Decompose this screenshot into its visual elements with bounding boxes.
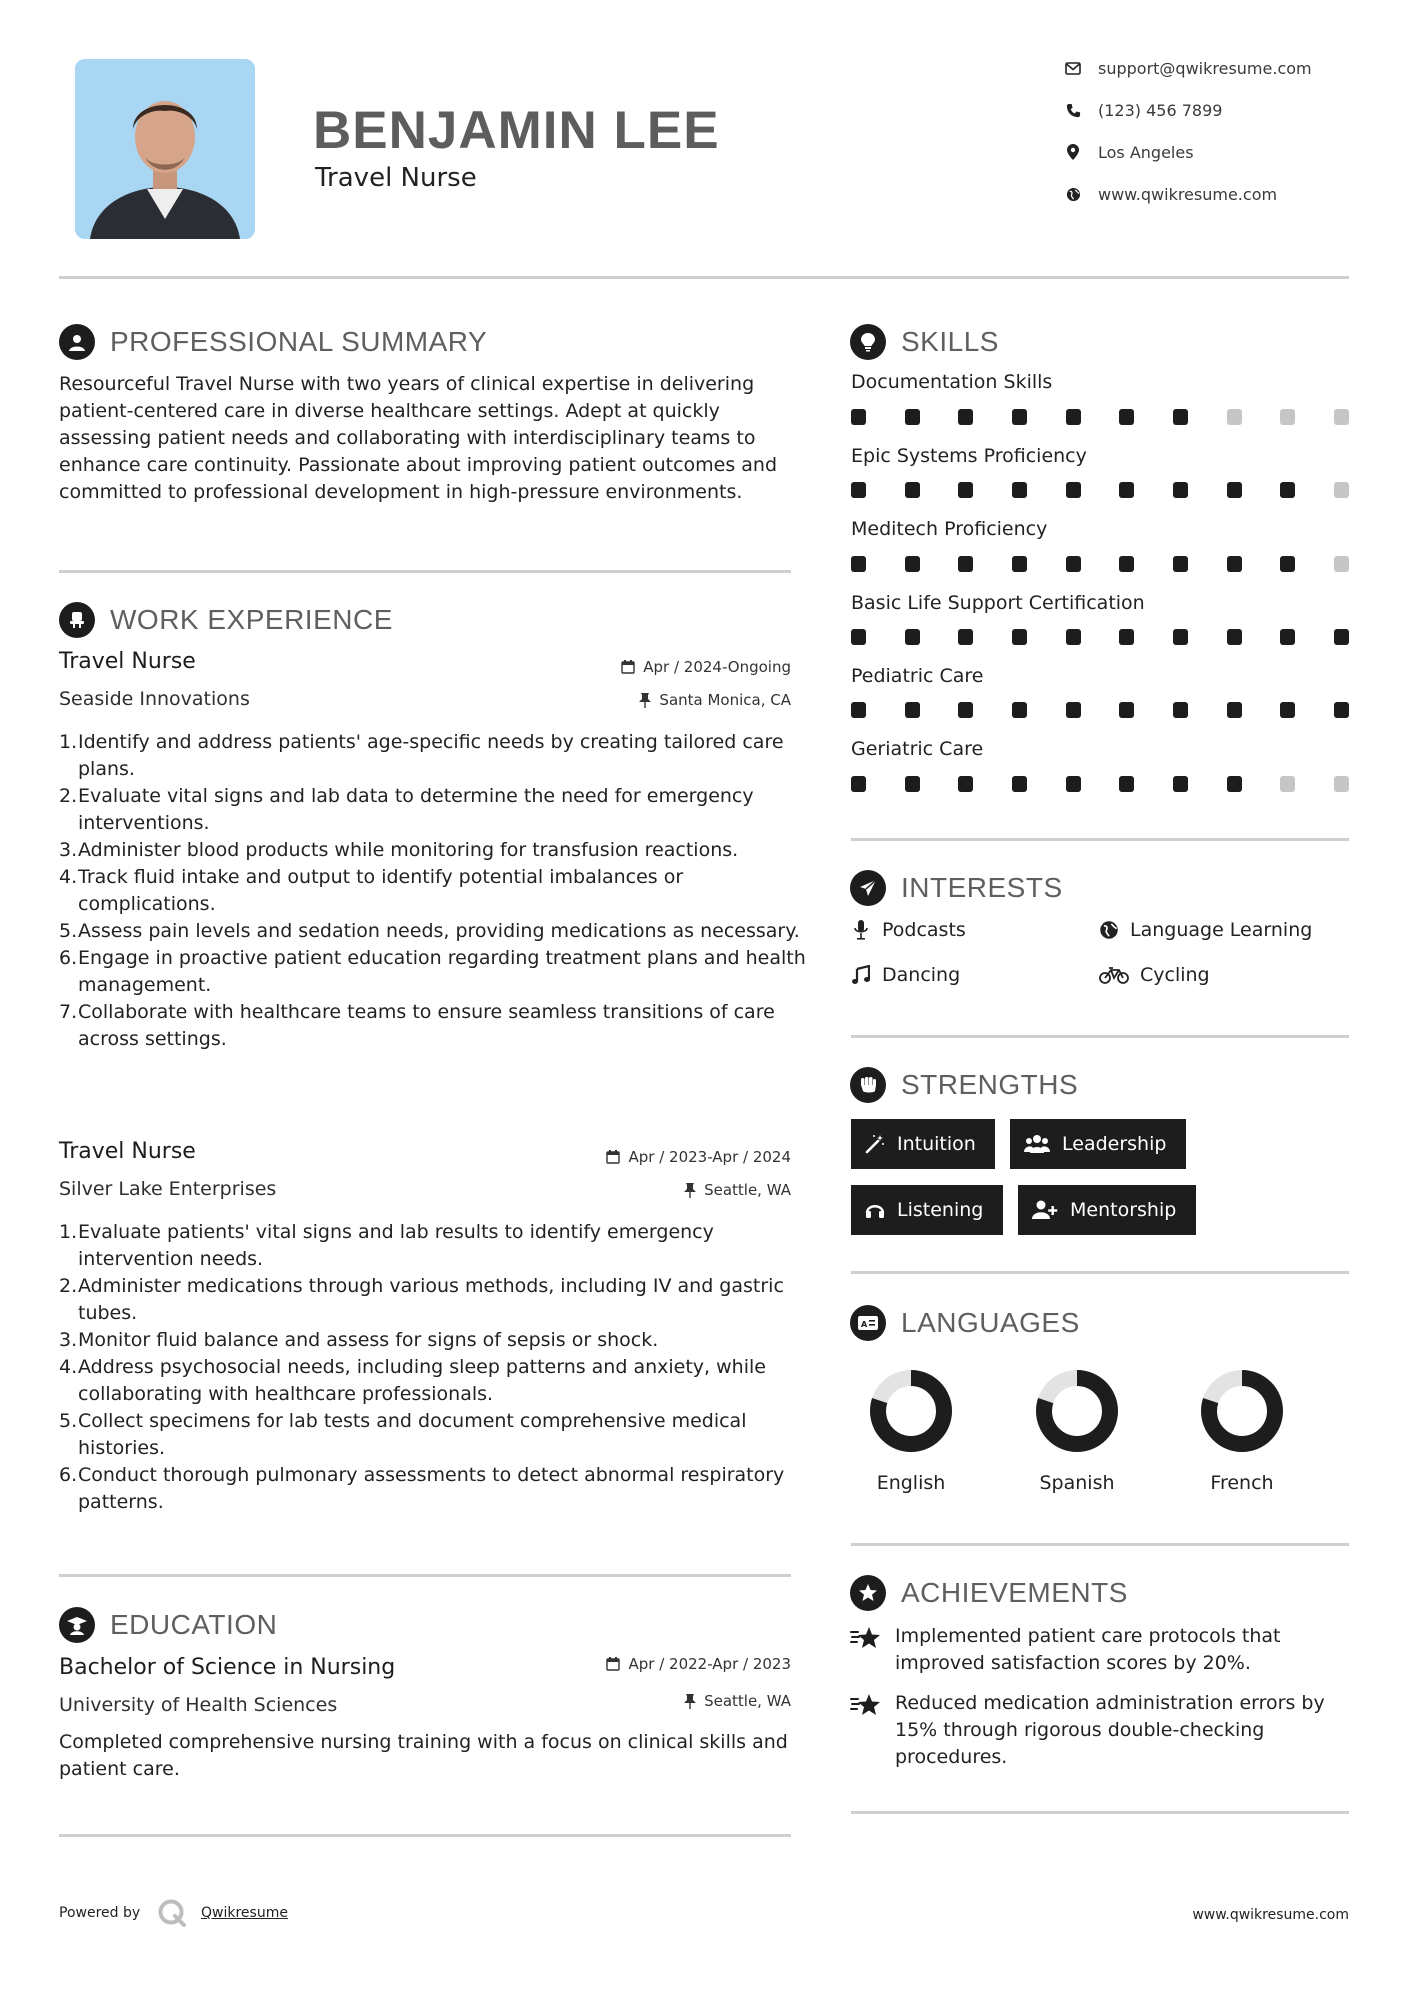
magic-wand-icon: [865, 1134, 885, 1154]
strength-label: Leadership: [1062, 1133, 1167, 1155]
list-item: Collaborate with healthcare teams to ensure seamless transitions of care across settings.: [78, 1001, 775, 1050]
skill-dot-filled: [958, 556, 973, 572]
strengths-divider: [851, 1271, 1349, 1274]
skill-dot-empty: [1280, 776, 1295, 792]
degree-title: Bachelor of Science in Nursing: [59, 1655, 396, 1680]
company-name: Silver Lake Enterprises: [59, 1178, 277, 1200]
education-dates-text: Apr / 2022-Apr / 2023: [628, 1655, 791, 1673]
skill-name: Meditech Proficiency: [851, 518, 1048, 540]
skill-dot-filled: [905, 482, 920, 498]
skill-dot-filled: [958, 776, 973, 792]
strength-label: Listening: [897, 1199, 984, 1221]
job-location-text: Seattle, WA: [704, 1181, 791, 1199]
interest-item: [850, 964, 960, 986]
candidate-name: BENJAMIN LEE: [313, 101, 720, 160]
skill-dot-filled: [1227, 702, 1242, 718]
skill-dot-filled: [958, 702, 973, 718]
calendar-icon: [606, 1150, 620, 1164]
language-ring: [869, 1369, 953, 1453]
skill-dot-filled: [1173, 556, 1188, 572]
education-dates: [606, 1655, 791, 1673]
achievements-divider: [851, 1811, 1349, 1814]
summary-title: PROFESSIONAL SUMMARY: [110, 326, 488, 357]
skill-rating: [851, 482, 1349, 498]
languages-heading: [850, 1305, 1080, 1341]
job-location-text: Santa Monica, CA: [659, 691, 791, 709]
bicycle-icon: [1098, 964, 1130, 986]
language-name: French: [1210, 1472, 1274, 1494]
list-item: Assess pain levels and sedation needs, providing medications as necessary.: [78, 920, 800, 942]
interest-label: Dancing: [882, 964, 961, 986]
skill-dot-filled: [1173, 482, 1188, 498]
achievements-heading: [850, 1575, 1128, 1611]
interest-label: Podcasts: [882, 919, 966, 941]
skill-rating: [851, 409, 1349, 425]
skill-dot-filled: [851, 556, 866, 572]
skill-dot-filled: [958, 629, 973, 645]
language-ring: [1200, 1369, 1284, 1453]
skill-dot-filled: [1066, 409, 1081, 425]
skill-dot-filled: [1066, 702, 1081, 718]
strength-chip: [851, 1185, 1003, 1235]
calendar-icon: [621, 660, 635, 674]
skill-dot-filled: [851, 629, 866, 645]
skill-dot-filled: [1012, 629, 1027, 645]
education-heading: [59, 1607, 277, 1643]
summary-heading: [59, 324, 487, 360]
achievement-item: Implemented patient care protocols that improved satisfaction scores by 20%.: [895, 1625, 1281, 1674]
list-item: Monitor fluid balance and assess for signs of sepsis or shock.: [78, 1329, 659, 1351]
skill-dot-filled: [1173, 702, 1188, 718]
skill-dot-filled: [1227, 556, 1242, 572]
skill-dot-filled: [1280, 702, 1295, 718]
list-item: Collect specimens for lab tests and document comprehensive medical histories.: [78, 1410, 747, 1459]
job-dates: [621, 658, 791, 676]
skills-divider: [851, 838, 1349, 841]
languages-divider: [851, 1543, 1349, 1546]
strengths-heading: [850, 1067, 1078, 1103]
list-item: Administer blood products while monitoring for transfusion reactions.: [78, 839, 739, 861]
interests-divider: [851, 1035, 1349, 1038]
education-location-text: Seattle, WA: [704, 1692, 791, 1710]
skill-name: Pediatric Care: [851, 665, 984, 687]
contact-location: [1063, 142, 1194, 162]
skill-dot-filled: [905, 556, 920, 572]
skill-dot-filled: [851, 702, 866, 718]
strength-chip: [1018, 1185, 1196, 1235]
skill-dot-filled: [1227, 776, 1242, 792]
experience-divider: [59, 1574, 791, 1577]
skill-dot-empty: [1334, 482, 1349, 498]
skills-heading: [850, 324, 999, 360]
user-icon: [59, 324, 95, 360]
skill-dot-filled: [1066, 482, 1081, 498]
powered-by-text: Powered by: [59, 1905, 141, 1921]
phone-icon: [1063, 100, 1083, 120]
pushpin-icon: [639, 693, 651, 708]
map-pin-icon: [1063, 142, 1083, 162]
experience-heading: [59, 602, 393, 638]
job-dates-text: Apr / 2023-Apr / 2024: [628, 1148, 791, 1166]
skill-dot-filled: [851, 409, 866, 425]
language-ring: [1035, 1369, 1119, 1453]
skill-dot-filled: [1119, 482, 1134, 498]
skill-dot-filled: [1173, 629, 1188, 645]
music-note-icon: [850, 964, 872, 986]
skill-dot-filled: [1012, 556, 1027, 572]
job-location: [684, 1181, 791, 1199]
qwikresume-link[interactable]: Qwikresume: [201, 1905, 288, 1921]
interest-item: [1098, 919, 1312, 941]
contact-location-text: Los Angeles: [1098, 142, 1194, 162]
company-name: Seaside Innovations: [59, 688, 250, 710]
strength-chip: [1010, 1119, 1186, 1169]
list-item: Address psychosocial needs, including sleep patterns and anxiety, while collaborating with healthcare professionals.: [78, 1356, 766, 1405]
envelope-icon: [1063, 58, 1083, 78]
contact-email[interactable]: [1063, 58, 1312, 78]
contact-website[interactable]: [1063, 184, 1277, 204]
skill-rating: [851, 629, 1349, 645]
skill-dot-filled: [1227, 629, 1242, 645]
interests-title: INTERESTS: [901, 872, 1063, 903]
contact-phone[interactable]: [1063, 100, 1222, 120]
list-item: Engage in proactive patient education regarding treatment plans and health management.: [78, 947, 806, 996]
skill-rating: [851, 776, 1349, 792]
job-duties: [59, 1219, 820, 1516]
star-badge-icon: [850, 1575, 886, 1611]
skill-name: Epic Systems Proficiency: [851, 445, 1087, 467]
strength-label: Mentorship: [1070, 1199, 1177, 1221]
experience-title: WORK EXPERIENCE: [110, 604, 393, 635]
skill-dot-empty: [1334, 776, 1349, 792]
skill-dot-filled: [1280, 629, 1295, 645]
language-name: Spanish: [1039, 1472, 1115, 1494]
skill-name: Documentation Skills: [851, 371, 1053, 393]
contact-phone-text: (123) 456 7899: [1098, 100, 1223, 120]
strengths-title: STRENGTHS: [901, 1069, 1079, 1100]
skill-dot-filled: [1066, 556, 1081, 572]
contact-website-text: www.qwikresume.com: [1098, 184, 1278, 204]
skill-dot-filled: [905, 776, 920, 792]
interest-item: [1098, 964, 1210, 986]
skills-title: SKILLS: [901, 326, 999, 357]
job-title: Travel Nurse: [59, 1139, 196, 1164]
paper-plane-icon: [850, 870, 886, 906]
star-icon: [850, 1693, 882, 1723]
list-item: Evaluate vital signs and lab data to determine the need for emergency interventions.: [78, 785, 754, 834]
skill-dot-filled: [1173, 409, 1188, 425]
graduate-icon: [59, 1607, 95, 1643]
skill-dot-filled: [1066, 776, 1081, 792]
contact-email-text: support@qwikresume.com: [1098, 58, 1312, 78]
skill-dot-filled: [1119, 776, 1134, 792]
skill-name: Basic Life Support Certification: [851, 592, 1145, 614]
summary-text: Resourceful Travel Nurse with two years of clinical expertise in delivering patient-centered care in diverse healthcare settings. Adept at quickly assessing patient needs and collaborating with interdisciplinary teams to enhance care continuity. Passionate about improving patient outcomes and committed to professional development in high-pressure environments.: [59, 373, 778, 503]
skill-dot-empty: [1280, 409, 1295, 425]
lightbulb-icon: [850, 324, 886, 360]
skill-dot-empty: [1334, 409, 1349, 425]
interest-item: [850, 919, 966, 941]
headphones-icon: [865, 1200, 885, 1220]
skill-dot-filled: [958, 482, 973, 498]
skill-dot-filled: [958, 409, 973, 425]
interests-heading: [850, 870, 1063, 906]
skill-dot-filled: [905, 629, 920, 645]
skill-dot-filled: [1119, 702, 1134, 718]
job-duties: [59, 729, 820, 1053]
star-icon: [850, 1626, 882, 1656]
skill-dot-filled: [905, 409, 920, 425]
skill-rating: [851, 556, 1349, 572]
skill-dot-filled: [1119, 629, 1134, 645]
pushpin-icon: [684, 1694, 696, 1709]
skill-dot-filled: [851, 482, 866, 498]
user-plus-icon: [1032, 1200, 1058, 1220]
education-divider: [59, 1834, 791, 1837]
skill-dot-filled: [1119, 556, 1134, 572]
skill-dot-filled: [1012, 482, 1027, 498]
briefcase-chair-icon: [59, 602, 95, 638]
skill-dot-empty: [1334, 556, 1349, 572]
education-title: EDUCATION: [110, 1609, 278, 1640]
calendar-icon: [606, 1657, 620, 1671]
skill-dot-filled: [1012, 776, 1027, 792]
list-item: Identify and address patients' age-specific needs by creating tailored care plans.: [78, 731, 784, 780]
education-location: [684, 1692, 791, 1710]
skill-dot-filled: [905, 702, 920, 718]
languages-title: LANGUAGES: [901, 1307, 1080, 1338]
header-divider: [59, 276, 1349, 279]
list-item: Administer medications through various methods, including IV and gastric tubes.: [78, 1275, 784, 1324]
skill-dot-filled: [1280, 556, 1295, 572]
interest-label: Cycling: [1140, 964, 1210, 986]
education-description: Completed comprehensive nursing training with a focus on clinical skills and patient care.: [59, 1731, 788, 1780]
microphone-icon: [850, 919, 872, 941]
skill-rating: [851, 702, 1349, 718]
globe-icon: [1098, 919, 1120, 941]
summary-divider: [59, 570, 791, 573]
globe-icon: [1063, 184, 1083, 204]
list-item: Conduct thorough pulmonary assessments to detect abnormal respiratory patterns.: [78, 1464, 785, 1513]
job-location: [639, 691, 791, 709]
skill-dot-filled: [1227, 482, 1242, 498]
profile-photo: [75, 59, 255, 239]
skill-dot-empty: [1227, 409, 1242, 425]
skill-dot-filled: [851, 776, 866, 792]
job-dates-text: Apr / 2024-Ongoing: [643, 658, 791, 676]
skill-dot-filled: [1280, 482, 1295, 498]
job-dates: [606, 1148, 791, 1166]
candidate-title: Travel Nurse: [315, 163, 477, 193]
qwikresume-logo-icon: [157, 1898, 187, 1932]
users-icon: [1024, 1134, 1050, 1154]
svg-text:A: A: [861, 1320, 868, 1329]
list-item: Evaluate patients' vital signs and lab results to identify emergency intervention needs.: [78, 1221, 714, 1270]
skill-dot-filled: [1012, 409, 1027, 425]
achievements-title: ACHIEVEMENTS: [901, 1577, 1128, 1608]
language-name: English: [876, 1472, 946, 1494]
fist-icon: [850, 1067, 886, 1103]
skill-dot-filled: [1066, 629, 1081, 645]
skill-dot-filled: [1334, 702, 1349, 718]
school-name: University of Health Sciences: [59, 1694, 338, 1716]
id-card-icon: [850, 1305, 886, 1341]
achievement-item: Reduced medication administration errors by 15% through rigorous double-checking procedures.: [895, 1692, 1325, 1768]
skill-dot-filled: [1173, 776, 1188, 792]
footer-website[interactable]: www.qwikresume.com: [1192, 1907, 1349, 1923]
skill-name: Geriatric Care: [851, 738, 984, 760]
list-item: Track fluid intake and output to identify potential imbalances or complications.: [78, 866, 684, 915]
skill-dot-filled: [1119, 409, 1134, 425]
strength-chip: [851, 1119, 995, 1169]
interest-label: Language Learning: [1130, 919, 1313, 941]
skill-dot-filled: [1334, 629, 1349, 645]
job-title: Travel Nurse: [59, 649, 196, 674]
skill-dot-filled: [1012, 702, 1027, 718]
strength-label: Intuition: [897, 1133, 976, 1155]
pushpin-icon: [684, 1183, 696, 1198]
